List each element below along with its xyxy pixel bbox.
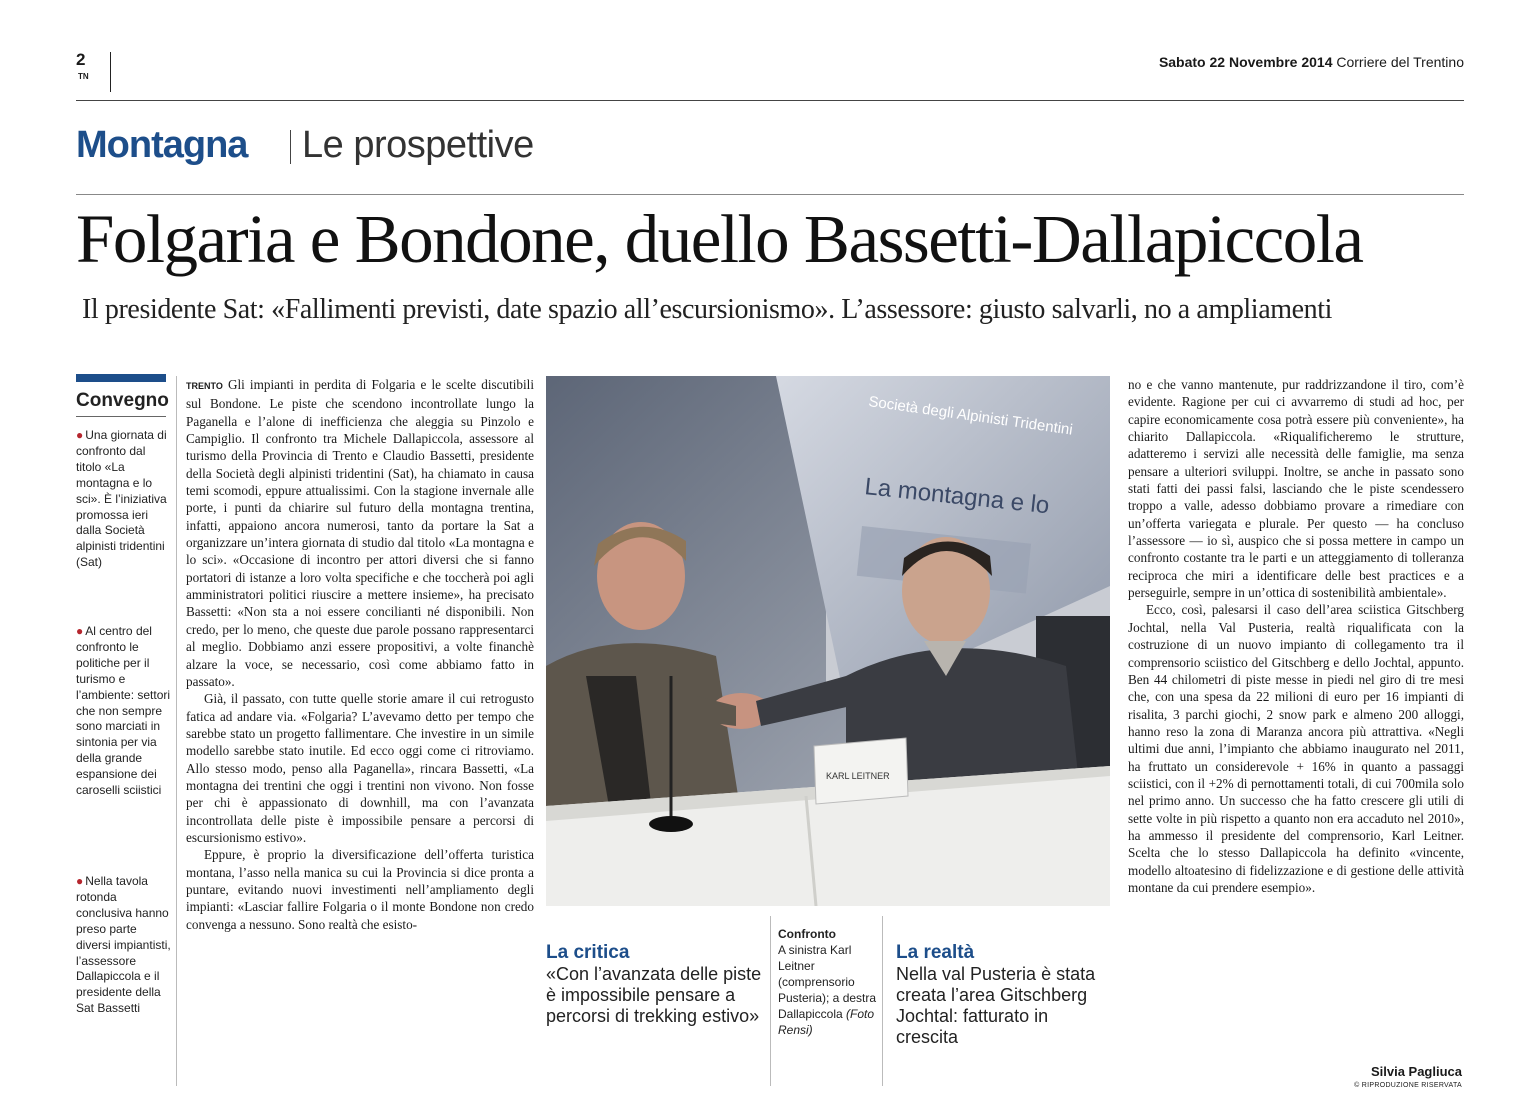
caption-realta-title: La realtà — [896, 942, 975, 963]
article-photo — [546, 376, 1110, 906]
page-number: 2 — [76, 50, 86, 69]
caption-critica-title: La critica — [546, 942, 630, 963]
article-column-1 — [186, 376, 534, 933]
bullet-icon: ● — [76, 624, 84, 638]
sidebar-accent-bar — [76, 374, 166, 382]
sidebar-title: Convegno — [76, 390, 169, 411]
article-paragraph: Ecco, così, palesarsi il caso dell’area sciistica Gitschberg Jochtal, nella Val Pusteria, realtà riqualificata con la costruzione di un nuovo impianto di collegamento tra il comprensorio sciistico del Gitschberg e dello Jochtal, appunto. Ben 44 chilometri di piste messe in piedi nel giro di tre mesi che, con una spesa da 22 milioni di euro per 16 impianti di risalita, 3 parchi giochi, 2 snow park e almeno 200 alloggi, hanno reso la zona di Maranza ancora più attrattiva. «Negli ultimi due anni, l’impianto che abbiamo inaugurato nel 2011, ha fruttato un considerevole + 16% in quanto a passaggi sciistici, con il +2% di pernottamenti totali, di cui 700mila solo nel primo anno. Un successo che ha fatto crescere gli utili di sette volte in più rispetto a quanto non era accaduto nel 2010», ha ammesso il presidente del comprensorio, Karl Leitner. Scelta che lo stesso Dallapiccola ha definito «vincente, modello altoatesino di fidelizzazione e di gestione delle attività montane da cui prendere esempio». — [1128, 602, 1464, 895]
article-paragraph: Eppure, è proprio la diversificazione dell’offerta turistica montana, l’asso nella manica su cui la Provincia si dice pronta a puntare, evitando nuovi investimenti nell’ampliamento degli impianti: «Lasciar fallire Folgaria o il monte Bondone non credo convenga a nessuno. Sono realtà che esisto- — [186, 847, 534, 932]
subheadline: Il presidente Sat: «Fallimenti previsti, date spazio all’escursionismo». L’assessore: giusto salvarli, no a ampliamenti — [82, 294, 1332, 325]
article-paragraph: no e che vanno mantenute, pur raddrizzandone il tiro, com’è evidente. Ragione per cui ci avvarremo di studi ad hoc, per capire economicamente cosa potrà essere più conveniente», ha chiarito Dallapiccola. «Riqualificheremo le strutture, adatteremo i servizi alle necessità delle famiglie, ma senza pensare a ulteriori sviluppi. Inoltre, se anche in passato sono stati fatti dei passi falsi, lasciando che le piste scendessero troppo a valle, adesso dobbiamo provare a rimediare con un’offerta variegata e plurale. Per questo — ha concluso l’assessore — io sì, auspico che si possa mettere in campo un confronto costante tra le parti e un atteggiamento di tolleranza reciproca che miri a identificare delle best practices e a perseguirle, sempre in un’ottica di sostenibilità ambientale». — [1128, 377, 1464, 601]
section-subtitle: Le prospettive — [302, 124, 534, 166]
section-rule — [76, 194, 1464, 195]
header-date: 22 Novembre 2014 — [1209, 54, 1333, 70]
article-paragraph: Già, il passato, con tutte quelle storie amare il cui retrogusto fatica ad andare via. «Folgaria? L’avevamo detto per tempo che sarebbe stato un progetto fallimentare. Che investire in un simile modello sarebbe stato inutile. Ed ecco oggi come ci ritroviamo. Allo stesso modo, penso alla Paganella», rincara Bassetti, «La montagna dei trentini che oggi i trentini non vivono. Non fosse per chi è appassionato di downhill, ma con l’avanzata incontrollata delle piste è impossibile pensare a percorsi di escursionismo estivo». — [186, 691, 534, 845]
header-rule — [76, 100, 1464, 101]
article-column-2 — [1128, 376, 1464, 896]
caption-divider — [770, 916, 771, 1086]
sidebar-item: ● Al centro del confronto le politiche per il turismo e l’ambiente: settori che non sempre sono marciati in sintonia per via della grande espansione dei caroselli sciistici — [76, 624, 171, 798]
header-dateline — [1159, 54, 1464, 70]
article-paragraph: Gli impianti in perdita di Folgaria e le scelte discutibili sul Bondone. Le piste che scendono incontrollate lungo la Paganella e l’alone di inefficienza che aleggia su Pinzolo e Campiglio. Il confronto tra Michele Dallapiccola, assessore al turismo della Provincia di Trento e Claudio Bassetti, presidente della Società degli alpinisti tridentini (Sat), ha chiamato in causa temi scomodi, eppure attualissimi. Con la stagione invernale alle porte, i punti da chiarire sul futuro della montagna trentina, infatti, appaiono ancora numerosi, tanto da portare la Sat a organizzare un’intera giornata di studio dal titolo «La montagna e lo sci». «Occasione di incontro per attori diversi che si fanno portatori di istanze a loro volta specifiche e che toccherà poi agli amministratori politici riuscire a mettere insieme», ha precisato Bassetti: «Non sta a noi essere concilianti né disponibili. Non credo, per lo meno, che queste due parole possano rappresentarci al meglio. Dobbiamo anzi essere propositivi, a volte financhè alzare la voce, se necessario, così come abbiamo fatto in passato». — [186, 377, 535, 689]
caption-realta — [896, 942, 1110, 1048]
caption-divider — [882, 916, 883, 1086]
caption-critica — [546, 942, 768, 1027]
bullet-icon: ● — [76, 874, 84, 888]
author-signature: Silvia Pagliuca — [1370, 1064, 1462, 1079]
caption-confronto-title: Confronto — [778, 927, 836, 941]
sidebar-item: ● Nella tavola rotonda conclusiva hanno preso parte diversi impiantisti, l’assessore Dallapiccola e il presidente della Sat Bassetti — [76, 874, 171, 1016]
copyright-notice: © RIPRODUZIONE RISERVATA — [1354, 1082, 1462, 1089]
photo-credit: (Foto Rensi) — [778, 1007, 875, 1037]
header-divider — [110, 52, 111, 92]
headline: Folgaria e Bondone, duello Bassetti-Dallapiccola — [76, 201, 1363, 277]
article-dateline: TRENTO — [186, 381, 223, 391]
caption-critica-text: «Con l’avanzata delle piste è impossibile pensare a percorsi di trekking estivo» — [546, 964, 762, 1026]
section-divider — [290, 130, 291, 164]
caption-confronto-text: A sinistra Karl Leitner (comprensorio Pusteria); a destra Dallapiccola — [778, 943, 877, 1021]
section-title: Montagna — [76, 124, 248, 166]
caption-confronto — [778, 926, 878, 1038]
newspaper-name: Corriere del Trentino — [1336, 54, 1464, 70]
nameplate-text: KARL LEITNER — [826, 771, 890, 781]
screen-text: La montagna e lo — [863, 473, 1051, 520]
sidebar-rule — [76, 416, 166, 417]
column-divider — [176, 376, 177, 1086]
header-day: Sabato — [1158, 54, 1206, 70]
edition-code: TN — [78, 72, 89, 81]
caption-realta-text: Nella val Pusteria è stata creata l’area Gitschberg Jochtal: fatturato in crescita — [896, 964, 1096, 1047]
sidebar-item: ● Una giornata di confronto dal titolo «La montagna e lo sci». È l’iniziativa promossa ieri dalla Società alpinisti tridentini (Sat) — [76, 428, 167, 570]
banner-text: Società degli Alpinisti Tridentini — [867, 393, 1074, 439]
bullet-icon: ● — [76, 428, 84, 442]
